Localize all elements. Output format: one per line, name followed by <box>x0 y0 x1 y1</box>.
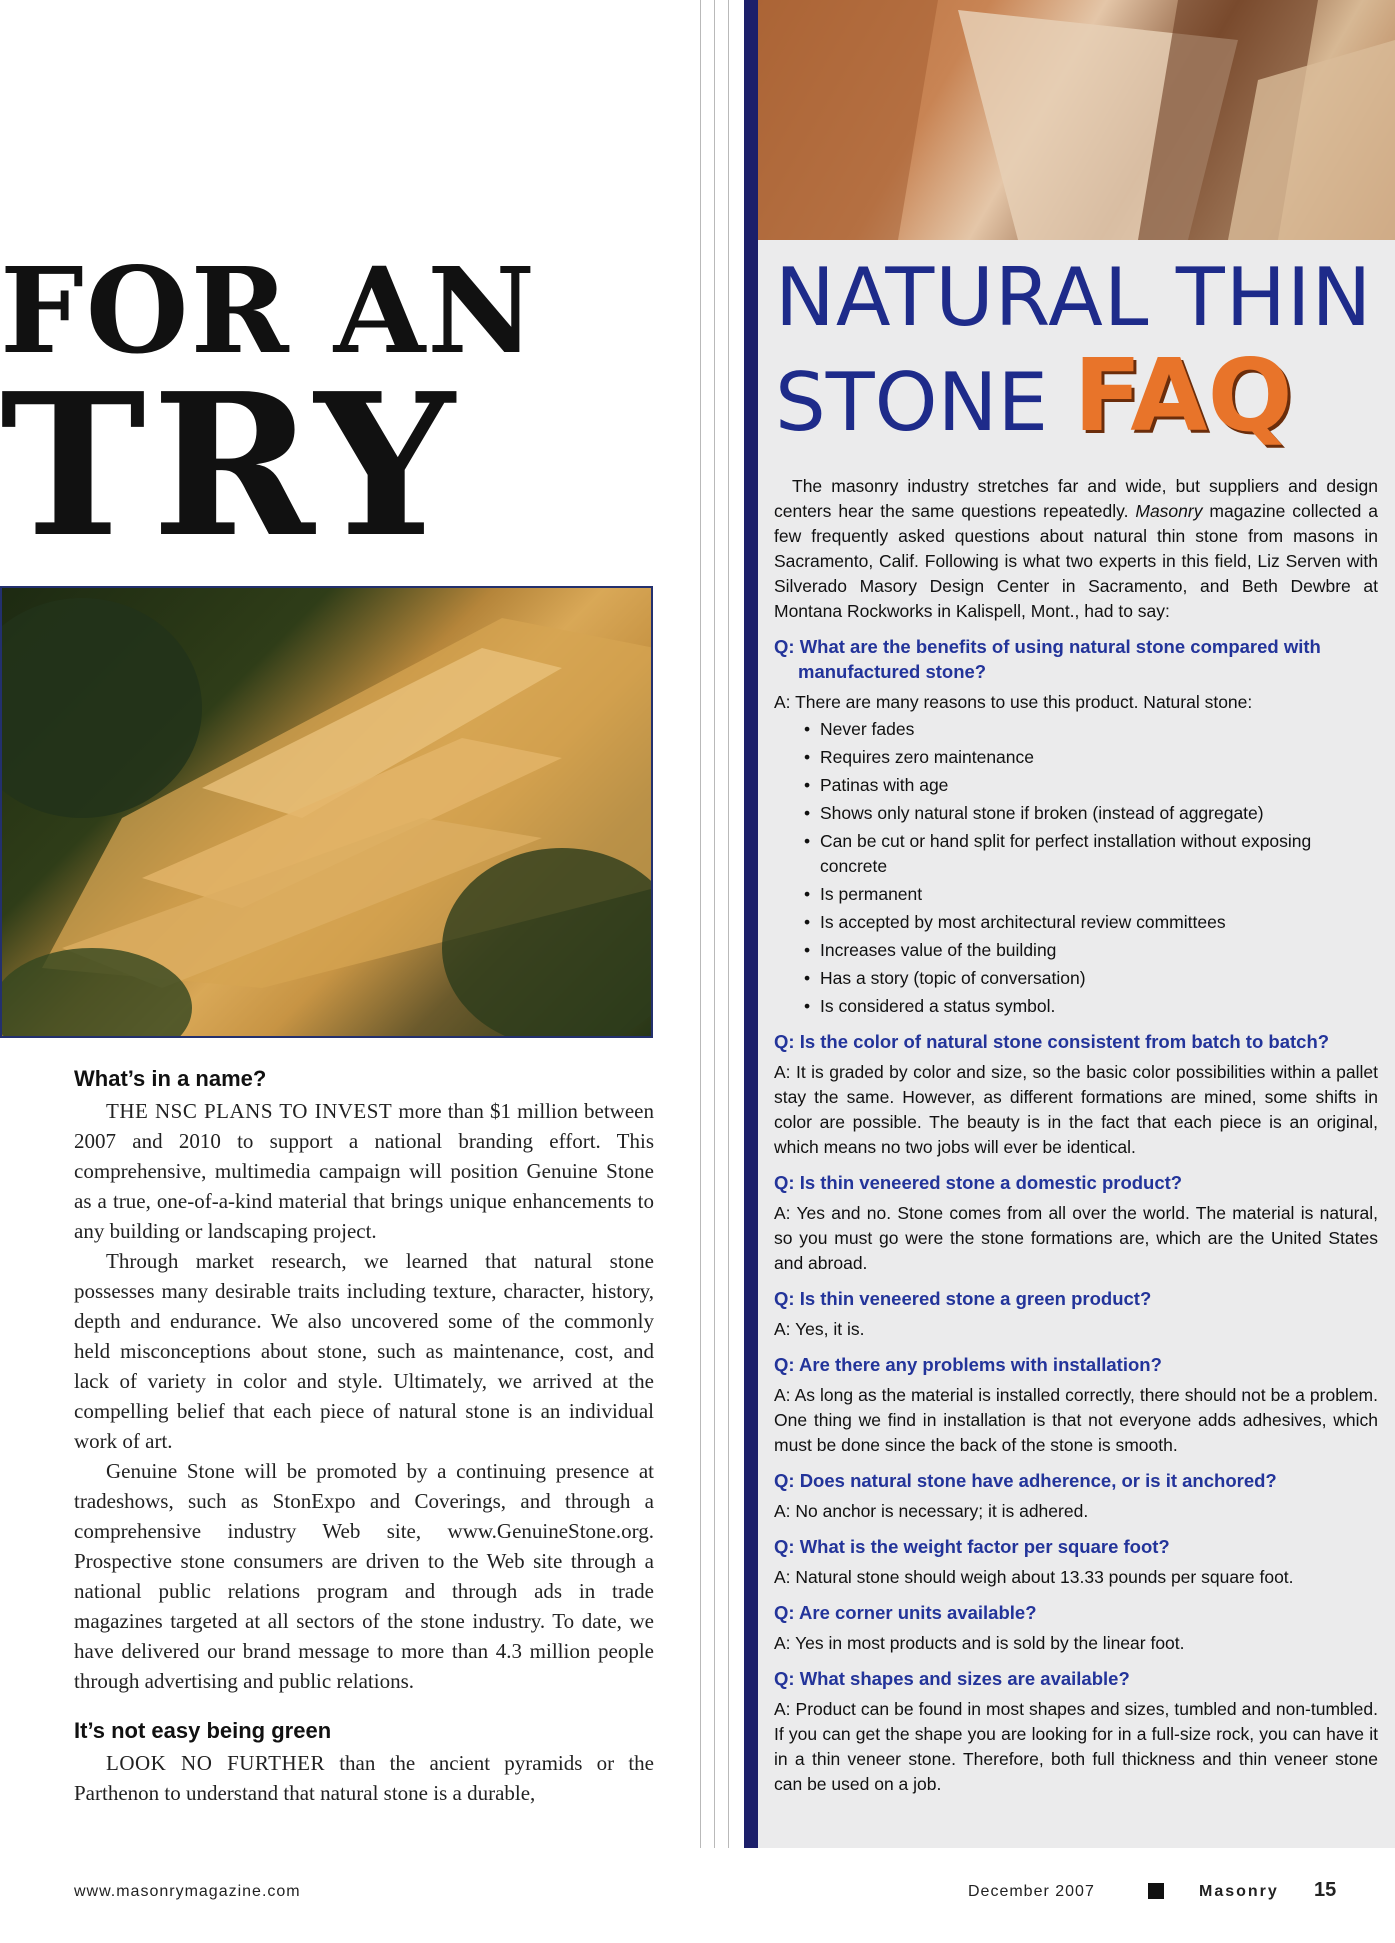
faq-answer-2: A: It is graded by color and size, so the basic color possibilities within a pallet stay the same. However, as different formations are mined, some shifts in color are possible. The beauty is in the fact that each piece is an original, which means no two jobs will ever be identical. <box>774 1062 1378 1157</box>
list-item: • Requires zero maintenance <box>804 745 1378 770</box>
list-item: • Shows only natural stone if broken (instead of aggregate) <box>804 801 1378 826</box>
faq-answer-3: A: Yes and no. Stone comes from all over the world. The material is natural, so you must go were the stone formations are, which are the United States and abroad. <box>774 1203 1378 1273</box>
paragraph-1-lead: THE NSC PLANS TO INVEST <box>106 1099 393 1123</box>
headline-line-1: FOR AN <box>0 241 538 380</box>
column-rule <box>728 0 729 1848</box>
paragraph-4-lead: LOOK NO FURTHER <box>106 1751 325 1775</box>
faq-question-2: Q: Is the color of natural stone consistent from batch to batch? <box>774 1031 1330 1052</box>
page-number: 15 <box>1314 1879 1337 1901</box>
column-rule <box>700 0 701 1848</box>
paragraph-3: Genuine Stone will be promoted by a continuing presence at tradeshows, such as StonExpo and Coverings, and through a comprehensive industry Web site, www.GenuineStone.org. Prospective stone consumers are driven to the Web site through a national public relations program and through ads in trade magazines targeted at all sectors of the stone industry. To date, we have delivered our brand message to more than 4.3 million people through advertising and public relations. <box>74 1459 654 1693</box>
footer-date: December 2007 <box>968 1883 1095 1900</box>
faq-question-4: Q: Is thin veneered stone a green product? <box>774 1288 1152 1309</box>
list-item: • Is accepted by most architectural review committees <box>804 910 1378 935</box>
paragraph-1 <box>74 1096 654 1246</box>
faq-question-3: Q: Is thin veneered stone a domestic product? <box>774 1172 1183 1193</box>
faq-answer-7: A: Natural stone should weigh about 13.33 pounds per square foot. <box>774 1567 1294 1587</box>
footer-magazine-name: Masonry <box>1199 1883 1279 1900</box>
paragraph-2: Through market research, we learned that natural stone possesses many desirable traits including texture, character, history, depth and endurance. We also uncovered some of the commonly held misconceptions about stone, such as maintenance, cost, and lack of variety in color and style. Ultimately, we arrived at the compelling belief that each piece of natural stone is an individual work of art. <box>74 1249 654 1453</box>
faq-title-stone: STONE <box>775 356 1049 449</box>
faq-intro <box>774 474 1378 624</box>
stone-slabs-illustration <box>758 0 1395 240</box>
faq-body <box>774 474 1378 1797</box>
list-item: • Is permanent <box>804 882 1378 907</box>
list-item: • Has a story (topic of conversation) <box>804 966 1378 991</box>
faq-title-line-2 <box>775 337 1372 454</box>
section-heading-green: It’s not easy being green <box>74 1718 332 1743</box>
footer-square-icon <box>1148 1883 1164 1899</box>
sidebar-accent-bar <box>744 0 758 1848</box>
paragraph-4-text: than the ancient pyramids or the Parthenon to understand that natural stone is a durable, <box>74 1751 654 1805</box>
faq-title <box>775 251 1373 454</box>
faq-intro-text-2: magazine collected a few frequently asked questions about natural thin stone from masons in Sacramento, Calif. Following is what two experts in this field, Liz Serven with Silverado Masory Design Center in Sacramento, and Beth Dewbre at Montana Rockworks in Kalispell, Mont., had to say: <box>774 501 1378 621</box>
benefits-list <box>774 717 1378 1019</box>
stone-steps-photo <box>0 586 653 1038</box>
faq-question-6: Q: Does natural stone have adherence, or is it anchored? <box>774 1470 1277 1491</box>
list-item: • Can be cut or hand split for perfect installation without exposing concrete <box>804 829 1378 879</box>
faq-answer-6: A: No anchor is necessary; it is adhered. <box>774 1501 1089 1521</box>
faq-question-8: Q: Are corner units available? <box>774 1602 1037 1623</box>
faq-question-1: Q: What are the benefits of using natural stone compared with manufactured stone? <box>774 636 1321 682</box>
faq-answer-8: A: Yes in most products and is sold by the linear foot. <box>774 1633 1185 1653</box>
column-rule <box>714 0 715 1848</box>
paragraph-1-text: more than $1 million between 2007 and 2010 to support a national branding effort. This comprehensive, multimedia campaign will position Genuine Stone as a true, one-of-a-kind material that brings unique enhancements to any building or landscaping project. <box>74 1099 654 1243</box>
faq-question-7: Q: What is the weight factor per square foot? <box>774 1536 1170 1557</box>
faq-intro-italic: Masonry <box>1135 501 1203 521</box>
paragraph-4 <box>74 1748 654 1808</box>
footer-url: www.masonrymagazine.com <box>74 1883 301 1900</box>
faq-title-line-1: NATURAL THIN <box>775 251 1373 344</box>
list-item: • Patinas with age <box>804 773 1378 798</box>
stone-steps-illustration <box>2 588 653 1038</box>
stone-closeup-photo <box>758 0 1395 240</box>
faq-answer-9: A: Product can be found in most shapes and sizes, tumbled and non-tumbled. If you can get the shape you are looking for in a full-size rock, you can have it in a thin veneer stone. Therefore, both full thickness and thin veneer stone can be used on a job. <box>774 1699 1378 1794</box>
faq-title-faq: FAQ <box>1073 337 1293 454</box>
list-item: • Is considered a status symbol. <box>804 994 1378 1019</box>
faq-question-9: Q: What shapes and sizes are available? <box>774 1668 1130 1689</box>
section-heading-name: What’s in a name? <box>74 1066 267 1091</box>
faq-answer-4: A: Yes, it is. <box>774 1319 865 1339</box>
headline-line-2: TRY <box>0 351 461 581</box>
faq-answer-5: A: As long as the material is installed correctly, there should not be a problem. One thing we find in installation is that not everyone adds adhesives, which must be done since the back of the stone is smooth. <box>774 1385 1378 1455</box>
list-item: • Increases value of the building <box>804 938 1378 963</box>
left-article-body <box>74 1064 654 1808</box>
list-item: • Never fades <box>804 717 1378 742</box>
faq-intro-text: The masonry industry stretches far and wide, but suppliers and design centers hear the same questions repeatedly. <box>774 476 1378 521</box>
faq-answer-1: A: There are many reasons to use this product. Natural stone: <box>774 692 1253 712</box>
faq-question-5: Q: Are there any problems with installation? <box>774 1354 1162 1375</box>
